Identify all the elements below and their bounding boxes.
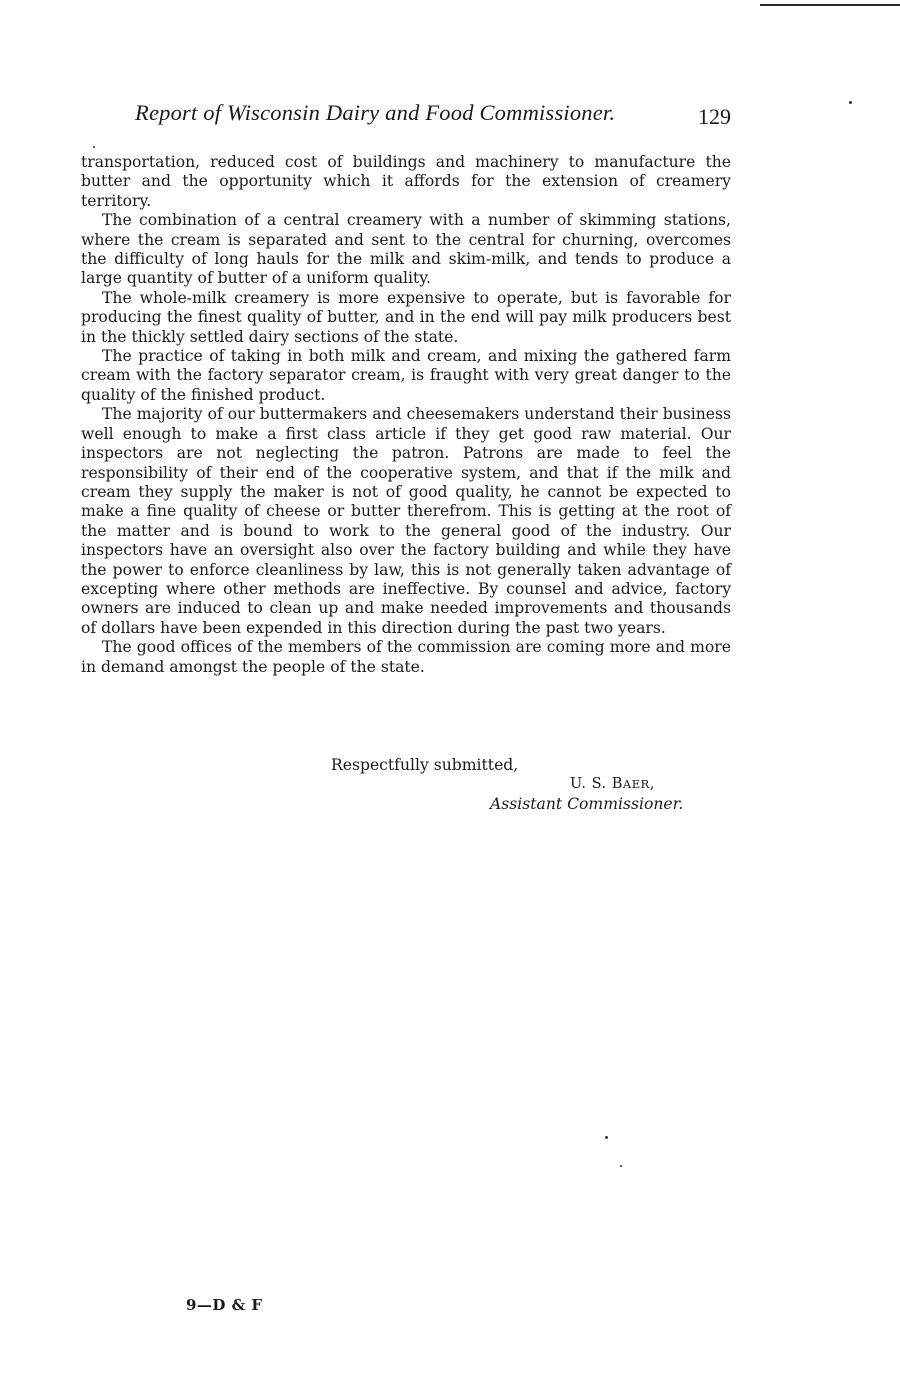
signer-surname-rest: AER <box>622 777 650 791</box>
signer-title: Assistant Commissioner. <box>490 795 684 813</box>
printer-signature-mark: 9—D & F <box>186 1296 263 1314</box>
body-text <box>81 153 731 677</box>
paragraph-whole-milk-creamery: The whole-milk creamery is more expensive to operate, but is favorable for producing the finest quality of butter, and in the end will pay milk producers best in the thickly settled dairy sections of the state. <box>81 288 731 346</box>
paragraph-continuation: transportation, reduced cost of buildings and machinery to manufacture the butter and the opportunity which it affords for the extension of creamery territory. <box>81 153 731 210</box>
scan-edge-line <box>760 4 900 6</box>
signer-trailing: , <box>649 776 655 792</box>
scan-speck <box>605 1136 608 1139</box>
paragraph-central-creamery: The combination of a central creamery with a number of skimming stations, where the cream is separated and sent to the central for churning, overcomes the difficulty of long hauls for the milk and skim-milk, and tends to produce a large quantity of butter of a uniform quality. <box>81 211 731 288</box>
valediction: Respectfully submitted, <box>331 756 519 774</box>
scan-speck <box>849 101 852 104</box>
paragraph-mixing-cream: The practice of taking in both milk and cream, and mixing the gathered farm cream with the factory separator cream, is fraught with very great danger to the quality of the finished product. <box>81 347 731 404</box>
scan-speck <box>620 1165 622 1167</box>
signer-initials: U. S. B <box>570 776 623 792</box>
scan-speck <box>93 146 95 148</box>
page-number: 129 <box>698 104 731 129</box>
running-title: Report of Wisconsin Dairy and Food Commissioner. <box>135 100 616 125</box>
paragraph-buttermakers: The majority of our buttermakers and cheesemakers understand their business well enough to make a first class article if they get good raw material. Our inspectors are not neglecting the patron. Patrons are made to feel the responsibility of their end of the cooperative system, and that if the milk and cream they supply the maker is not of good quality, he cannot be expected to make a fine quality of cheese or butter therefrom. This is getting at the root of the matter and is bound to work to the general good of the industry. Our inspectors have an oversight also over the factory building and while they have the power to enforce cleanliness by law, this is not generally taken advantage of excepting where other methods are ineffective. By counsel and advice, factory owners are induced to clean up and make needed improvements and thousands of dollars have been expended in this direction during the past two years. <box>81 405 731 637</box>
paragraph-commission-offices: The good offices of the members of the commission are coming more and more in demand amongst the people of the state. <box>81 638 731 676</box>
signer-name <box>570 776 655 792</box>
running-header <box>135 100 735 126</box>
